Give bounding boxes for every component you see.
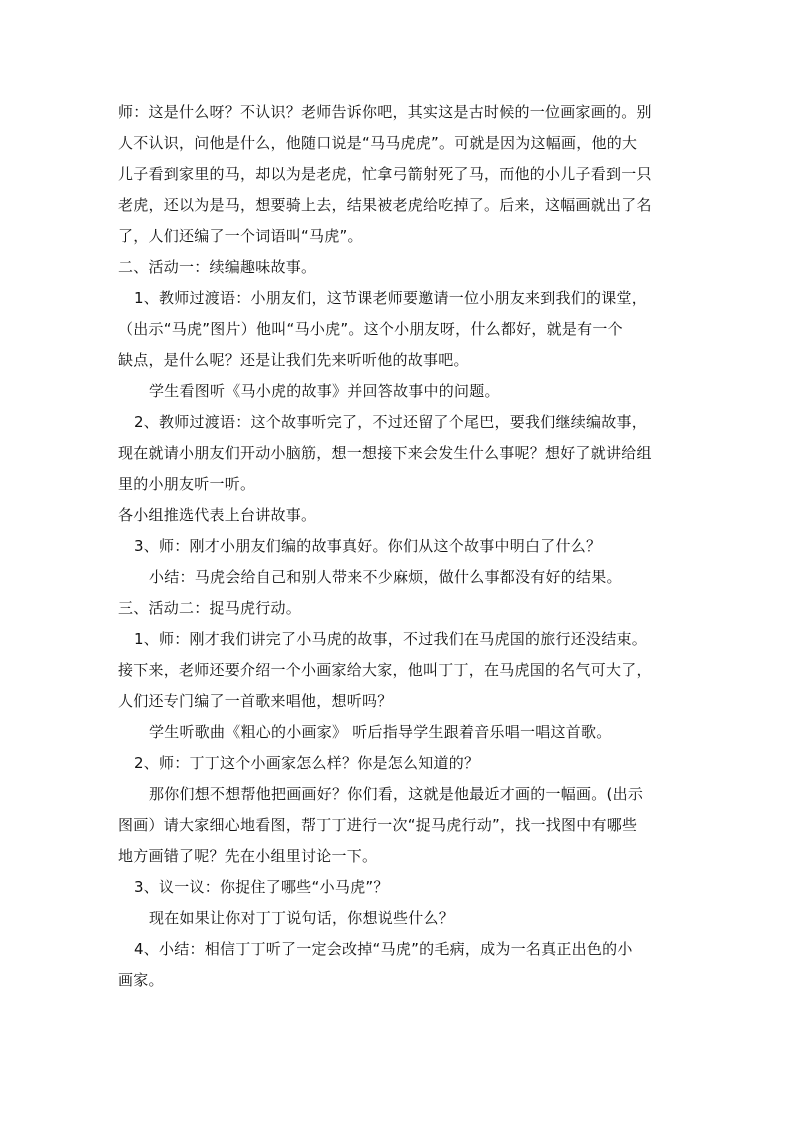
- text-line: 2、教师过渡语：这个故事听完了，不过还留了个尾巴，要我们继续编故事，: [134, 413, 648, 431]
- document-body: [118, 97, 676, 996]
- text-line: 老虎，还以为是马，想要骑上去，结果被老虎给吃掉了。后来，这幅画就出了名: [118, 196, 652, 214]
- text-line: 4、小结：相信丁丁听了一定会改掉“马虎”的毛病，成为一名真正出色的小: [134, 940, 633, 958]
- text-line: 里的小朋友听一听。: [118, 475, 256, 493]
- text-line: 师：这是什么呀？不认识？老师告诉你吧，其实这是古时候的一位画家画的。别: [118, 103, 652, 121]
- text-line: 人不认识，问他是什么，他随口说是“马马虎虎”。可就是因为这幅画，他的大: [118, 134, 638, 152]
- text-line: 学生听歌曲《粗心的小画家》 听后指导学生跟着音乐唱一唱这首歌。: [149, 723, 612, 741]
- text-line: 各小组推选代表上台讲故事。: [118, 506, 317, 524]
- text-line: 现在就请小朋友们开动小脑筋，想一想接下来会发生什么事呢？想好了就讲给组: [118, 444, 652, 462]
- text-line: （出示“马虎”图片）他叫“马小虎”。这个小朋友呀，什么都好，就是有一个: [118, 320, 623, 338]
- text-line: 2、师：丁丁这个小画家怎么样？你是怎么知道的？: [134, 754, 480, 772]
- text-line: 人们还专门编了一首歌来唱他，想听吗？: [118, 692, 393, 710]
- text-line: 接下来，老师还要介绍一个小画家给大家，他叫丁丁，在马虎国的名气可大了，: [118, 661, 652, 679]
- text-line: 1、教师过渡语：小朋友们，这节课老师要邀请一位小朋友来到我们的课堂，: [134, 289, 648, 307]
- section-heading: 二、活动一：续编趣味故事。: [118, 258, 317, 276]
- text-line: 3、师：刚才小朋友们编的故事真好。你们从这个故事中明白了什么？: [134, 537, 602, 555]
- text-line: 图画）请大家细心地看图，帮丁丁进行一次“捉马虎行动”，找一找图中有哪些: [118, 816, 638, 834]
- text-line: 现在如果让你对丁丁说句话，你想说些什么？: [149, 909, 455, 927]
- text-line: 了，人们还编了一个词语叫“马虎”。: [118, 227, 363, 245]
- text-line: 1、师：刚才我们讲完了小马虎的故事，不过我们在马虎国的旅行还没结束。: [134, 630, 648, 648]
- text-line: 儿子看到家里的马，却以为是老虎，忙拿弓箭射死了马，而他的小儿子看到一只: [118, 165, 652, 183]
- text-line: 学生看图听《马小虎的故事》并回答故事中的问题。: [149, 382, 500, 400]
- section-heading: 三、活动二：捉马虎行动。: [118, 599, 302, 617]
- text-line: 那你们想不想帮他把画画好？你们看，这就是他最近才画的一幅画。(出示: [149, 785, 644, 803]
- text-line: 3、议一议：你捉住了哪些“小马虎”？: [134, 878, 389, 896]
- text-line: 地方画错了呢？先在小组里讨论一下。: [118, 847, 378, 865]
- text-line: 缺点，是什么呢？还是让我们先来听听他的故事吧。: [118, 351, 469, 369]
- text-line: 小结：马虎会给自己和别人带来不少麻烦，做什么事都没有好的结果。: [149, 568, 622, 586]
- text-line: 画家。: [118, 971, 164, 989]
